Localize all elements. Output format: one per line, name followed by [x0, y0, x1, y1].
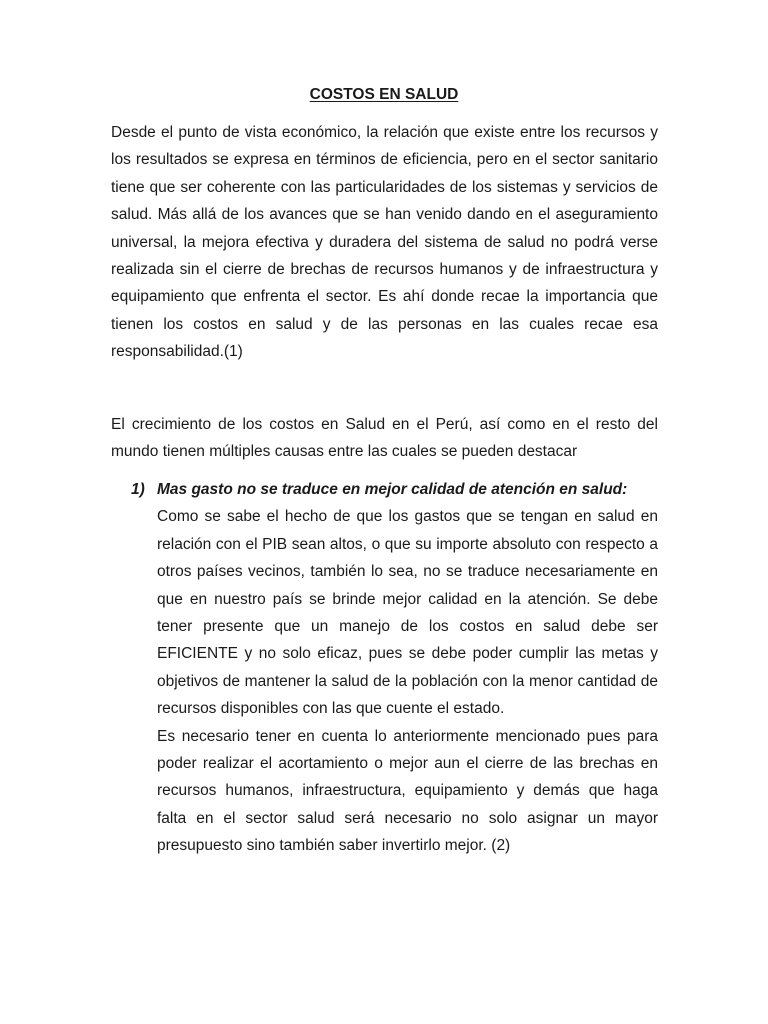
list-item — [131, 476, 658, 860]
list-item-heading: Mas gasto no se traduce en mejor calidad de atención en salud: — [157, 481, 628, 498]
causes-list — [131, 476, 658, 860]
document-title: COSTOS EN SALUD — [309, 86, 459, 103]
intro-paragraph: Desde el punto de vista económico, la relación que existe entre los recursos y los resultados se expresa en términos de eficiencia, pero en el sector sanitario tiene que ser coherente con las particularidades de los sistemas y servicios de salud. Más allá de los avances que se han venido dando en el aseguramiento universal, la mejora efectiva y duradera del sistema de salud no podrá verse realizada sin el cierre de brechas de recursos humanos y de infraestructura y equipamiento que enfrenta el sector. Es ahí donde recae la importancia que tienen los costos en salud y de las personas en las cuales recae esa responsabilidad.(1) — [111, 124, 658, 361]
causes-paragraph: El crecimiento de los costos en Salud en el Perú, así como en el resto del mundo tienen múltiples causas entre las cuales se pueden destacar — [111, 416, 658, 461]
list-item-body-paragraph: Como se sabe el hecho de que los gastos que se tengan en salud en relación con el PIB sean altos, o que su importe absoluto con respecto a otros países vecinos, también lo sea, no se traduce necesariamente en que en nuestro país se brinde mejor calidad en la atención. Se debe tener presente que un manejo de los costos en salud debe ser EFICIENTE y no solo eficaz, pues se debe poder cumplir las metas y objetivos de mantener la salud de la población con la menor cantidad de recursos disponibles con las que cuente el estado. — [157, 508, 658, 718]
list-item-body-paragraph: Es necesario tener en cuenta lo anteriormente mencionado pues para poder realizar el acortamiento o mejor aun el cierre de las brechas en recursos humanos, infraestructura, equipamiento y demás que haga falta en el sector salud será necesario no solo asignar un mayor presupuesto sino también saber invertirlo mejor. (2) — [157, 727, 658, 855]
list-item-number: 1) — [131, 481, 145, 498]
